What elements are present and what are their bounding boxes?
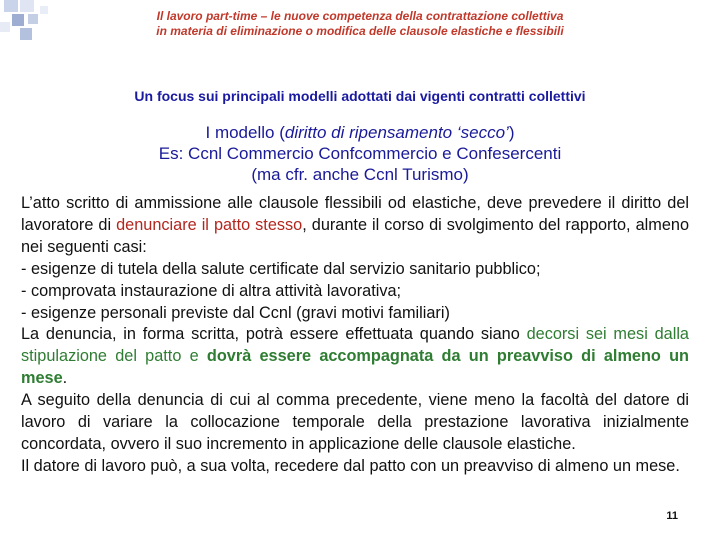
slide-header	[0, 9, 720, 39]
model-line-2: Es: Ccnl Commercio Confcommercio e Confesercenti	[158, 144, 562, 163]
paragraph-2	[21, 324, 689, 390]
paragraph-3: A seguito della denuncia di cui al comma precedente, viene meno la facoltà del datore di lavoro di variare la collocazione temporale della prestazione lavorativa inizialmente concordata, ovvero il suo incremento in applicazione delle clausole elastiche.	[21, 391, 689, 453]
model-line-1	[0, 122, 720, 143]
list-item: - comprovata instaurazione di altra attività lavorativa;	[21, 281, 402, 300]
paragraph-4: Il datore di lavoro può, a sua volta, recedere dal patto con un preavviso di almeno un mese.	[21, 456, 680, 475]
header-line-1: Il lavoro part-time – le nuove competenza della contrattazione collettiva	[156, 9, 564, 23]
focus-subtitle: Un focus sui principali modelli adottati dai vigenti contratti collettivi	[134, 88, 586, 104]
header-line-2: in materia di eliminazione o modifica delle clausole elastiche e flessibili	[156, 24, 564, 38]
paragraph-2-highlight-bold: dovrà essere accompagnata da un preavviso di almeno un mese	[21, 347, 689, 388]
model-heading	[0, 122, 720, 185]
page-number: 11	[666, 510, 678, 522]
model-line-1-start: I modello (	[205, 123, 285, 142]
model-line-1-end: )	[508, 123, 515, 142]
list-item: - esigenze di tutela della salute certificate dal servizio sanitario pubblico;	[21, 259, 541, 278]
paragraph-2-tail: .	[62, 369, 68, 388]
body-text	[21, 193, 689, 478]
list-item: - esigenze personali previste dal Ccnl (gravi motivi familiari)	[21, 303, 450, 322]
paragraph-1	[21, 193, 689, 259]
paragraph-1-tail: , durante il corso di svolgimento del rapporto, almeno nei seguenti casi:	[21, 215, 689, 256]
paragraph-1-highlight: denunciare il patto stesso	[116, 215, 303, 234]
paragraph-2-text: La denuncia, in forma scritta, potrà essere effettuata quando siano	[21, 325, 527, 344]
model-line-3: (ma cfr. anche Ccnl Turismo)	[251, 165, 469, 184]
paragraph-2-highlight-green: decorsi sei mesi dalla stipulazione del patto e	[21, 325, 689, 366]
paragraph-1-text: L’atto scritto di ammissione alle clausole flessibili od elastiche, deve prevedere il diritto del lavoratore di	[21, 194, 689, 234]
model-line-1-italic: diritto di ripensamento ‘secco’	[284, 123, 509, 142]
